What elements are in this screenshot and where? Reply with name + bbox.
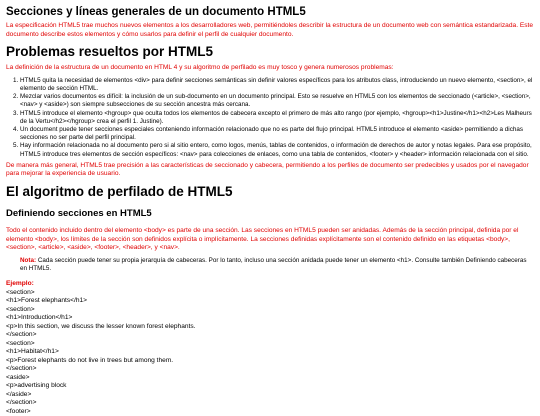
note-text: Cada sección puede tener su propia jerarquía de cabeceras. Por lo tanto, incluso una sección anidada puede tener un elemento <h1>. Consulte también Definiendo cabeceras en HTML5.	[20, 256, 527, 272]
code-line: <p>In this section, we discuss the lesser known forest elephants.	[6, 322, 196, 330]
section-intro-paragraph: La especificación HTML5 trae muchos nuevos elementos a los desarrolladores web, permitiéndoles describir la estructura de un documento web con semántica estandarizada. Este documento describe estos elementos y cómo usarlos para definir el perfil de cualquier documento.	[6, 22, 534, 38]
code-line: </aside>	[6, 390, 32, 398]
problems-conclusion-paragraph: De manera más general, HTML5 trae precisión a las características de seccionado y cabecera, permitiendo a los perfiles de documento ser predecibles y usados por el navegador para mejorar la experiencia de usuario.	[6, 161, 529, 178]
problems-list	[6, 77, 534, 159]
list-item: 4. Un document puede tener secciones especiales conteniendo información relacionado que no es parte del flujo principal. HTML5 introduce el elemento <aside> permitiendo a dichas secciones no ser parte del perfil principal.	[20, 126, 534, 142]
code-line: <section>	[6, 305, 35, 313]
problems-intro-paragraph: La definición de la estructura de un documento en HTML 4 y su algoritmo de perfilado es muy tosco y genera numerosos problemas:	[6, 64, 394, 72]
list-item: 5. Hay información relacionada no al documento pero si al sitio entero, como logos, menús, tablas de contenidos, o información de derechos de autor y notas legales. Para ese propósito, HTML5 introduce tres elementos de sección específicos: <nav> para colecciones de enlaces, como una tabla de contenidos, <footer> y <header> información relacionada con el sitio.	[20, 142, 534, 158]
code-example	[6, 289, 534, 416]
example-label: Ejemplo:	[6, 280, 34, 288]
list-item: 2. Mezclar varios documentos es difícil: la inclusión de un sub-documento en un documento principal. Esto se resuelve en HTML5 con los elementos de seccionado (<article>, <section>, <nav> y <aside>) son siempre subsecciones de su sección ancestra más cercana.	[20, 93, 534, 109]
section-title-sections: Secciones y líneas generales de un documento HTML5	[6, 6, 306, 18]
code-line: </section>	[6, 331, 37, 339]
section-title-algorithm: El algoritmo de perfilado de HTML5	[6, 184, 233, 199]
code-line: <aside>	[6, 373, 30, 381]
code-line: <h1>Habitat</h1>	[6, 348, 59, 356]
code-line: <h1>Introduction</h1>	[6, 314, 73, 322]
code-line: <footer>	[6, 407, 31, 415]
code-line: <h1>Forest elephants</h1>	[6, 297, 88, 305]
list-item: 1. HTML5 quita la necesidad de elementos <div> para definir secciones semánticas sin definir valores específicos para los atributos class, introduciendo un nuevo elemento, <section>, el elemento de sección HTML.	[20, 77, 534, 93]
code-line: <p>advertising block	[6, 382, 67, 390]
code-line: </section>	[6, 365, 37, 373]
defining-sections-paragraph: Todo el contenido incluido dentro del elemento <body> es parte de una sección. Las secciones en HTML5 pueden ser anidadas. Además de la sección principal, definida por el elemento <body>, los límites de la sección son definidos explícita o implícitamente. La secciones definidas explícitamente son el contenido definido en las etiquetas <body>, <section>, <article>, <aside>, <footer>, <header>, y <nav>.	[6, 227, 519, 252]
code-line: <p>Forest elephants do not live in trees but among them.	[6, 356, 174, 364]
subsection-title-defining-sections: Definiendo secciones en HTML5	[6, 208, 152, 219]
section-title-problems: Problemas resueltos por HTML5	[6, 44, 214, 60]
code-line: </section>	[6, 399, 37, 407]
code-line: <section>	[6, 288, 35, 296]
note-box	[20, 257, 534, 273]
note-label: Nota:	[20, 256, 37, 264]
code-line: <section>	[6, 339, 35, 347]
list-item: 3. HTML5 introduce el elemento <hgroup> que oculta todos los elementos de cabecera excepto el primero de más alto rango (por ejemplo, <hgroup><h1>Justine</h1><h2>Les Malheurs de la Vertu</h2></hgroup> crea el perfil 1. Justine).	[20, 110, 534, 126]
